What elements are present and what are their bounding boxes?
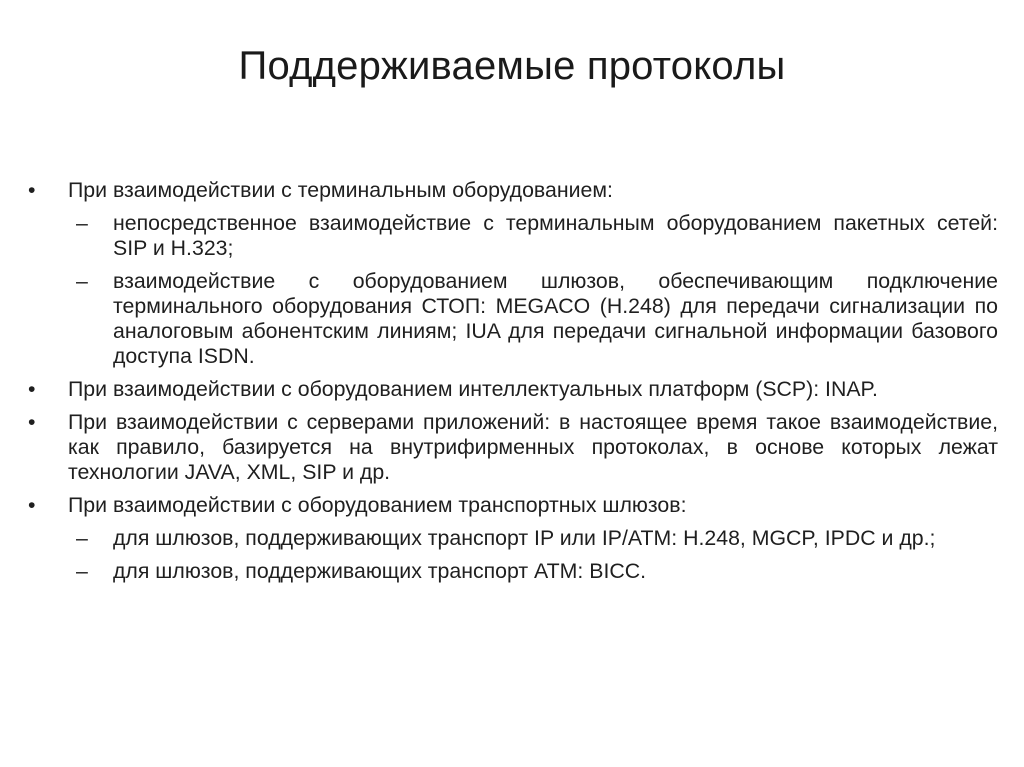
bullet-list (28, 178, 998, 592)
bullet-item (28, 410, 998, 485)
bullet-text: При взаимодействии с оборудованием транспортных шлюзов: (68, 493, 687, 517)
bullet-icon: • (28, 410, 36, 434)
bullet-item (28, 493, 998, 518)
dash-icon: – (76, 211, 88, 235)
sub-bullet-item (28, 269, 998, 369)
bullet-icon: • (28, 377, 36, 401)
dash-icon: – (76, 269, 88, 293)
bullet-text: При взаимодействии с серверами приложений: в настоящее время такое взаимодействие, как правило, базируется на внутрифирменных протоколах, в основе которых лежат технологии JAVA, XML, SIP и др. (68, 410, 998, 484)
bullet-icon: • (28, 178, 36, 202)
slide-title: Поддерживаемые протоколы (238, 44, 786, 88)
sub-bullet-text: взаимодействие с оборудованием шлюзов, обеспечивающим подключение терминального оборудования СТОП: MEGACO (H.248) для передачи сигнализации по аналоговым абонентским линиям; IUA для передачи сигнальной информации базового доступа ISDN. (113, 269, 998, 368)
bullet-text: При взаимодействии с оборудованием интеллектуальных платформ (SCP): INAP. (68, 377, 878, 401)
bullet-text: При взаимодействии с терминальным оборудованием: (68, 178, 613, 202)
bullet-icon: • (28, 493, 36, 517)
sub-bullet-item (28, 211, 998, 261)
sub-bullet-text: для шлюзов, поддерживающих транспорт IP или IP/ATM: H.248, MGCP, IPDC и др.; (113, 526, 936, 550)
sub-bullet-item (28, 559, 998, 584)
sub-bullet-item (28, 526, 998, 551)
dash-icon: – (76, 559, 88, 583)
sub-bullet-text: непосредственное взаимодействие с терминальным оборудованием пакетных сетей: SIP и H.323; (113, 211, 998, 260)
dash-icon: – (76, 526, 88, 550)
sub-bullet-text: для шлюзов, поддерживающих транспорт ATM: BICC. (113, 559, 647, 583)
bullet-item (28, 178, 998, 203)
bullet-item (28, 377, 998, 402)
